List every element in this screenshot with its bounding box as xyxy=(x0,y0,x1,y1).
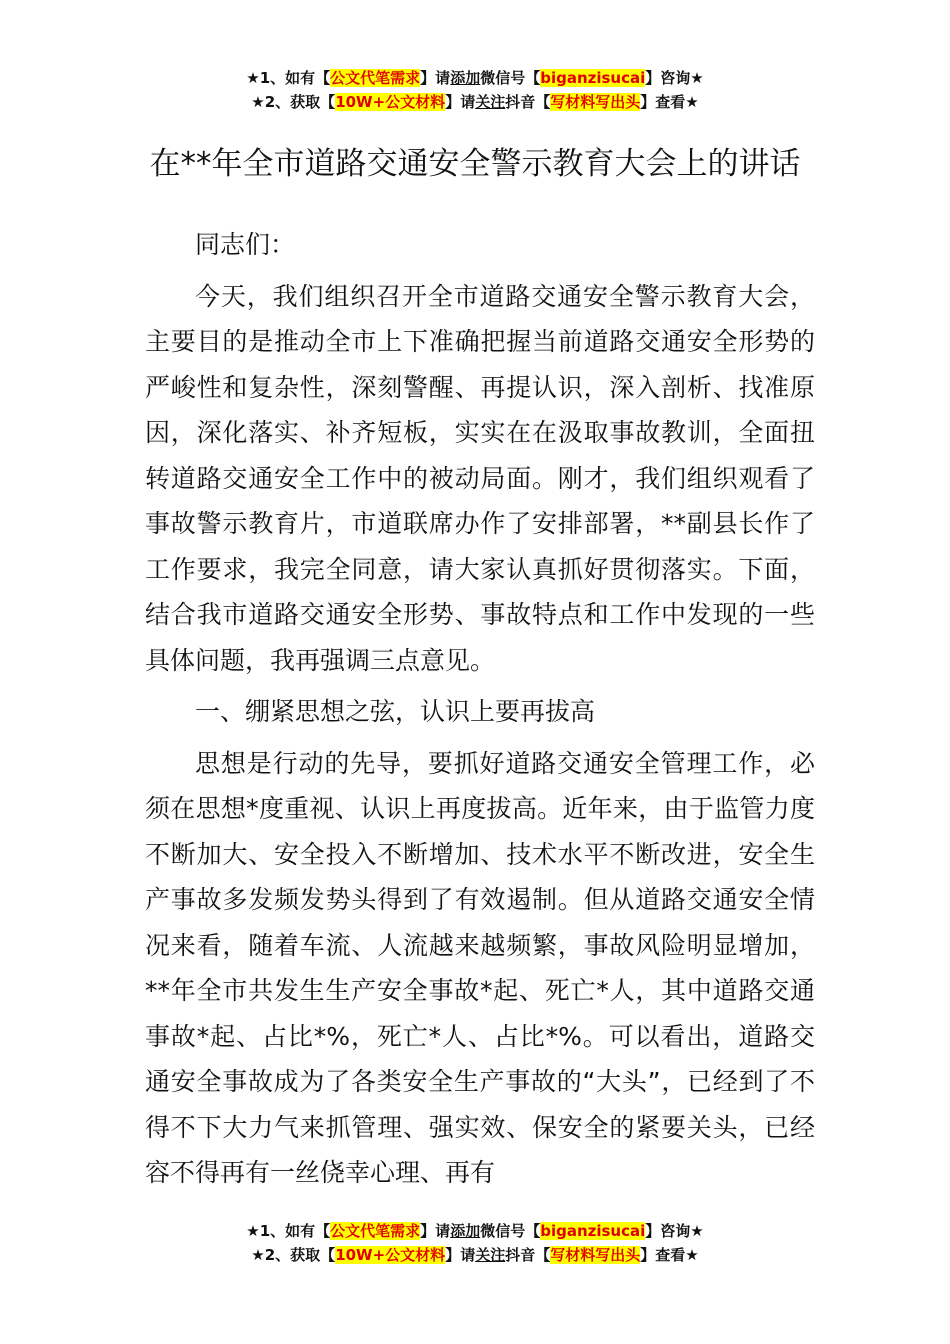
banner-text: 】咨询★ xyxy=(645,69,704,87)
banner-line-2 xyxy=(0,90,950,114)
paragraph: 思想是行动的先导，要抓好道路交通安全管理工作，必须在思想*度重视、认识上再度拔高。近年来，由于监管力度不断加大、安全投入不断增加、技术水平不断改进，安全生产事故多发频发势头得到了有效遏制。但从道路交通安全情况来看，随着车流、人流越来越频繁，事故风险明显增加，**年全市共发生生产安全事故*起、死亡*人，其中道路交通事故*起、占比*%，死亡*人、占比*%。可以看出，道路交通安全事故成为了各类安全生产事故的“大头”，已经到了不得不下大力气来抓管理、强实效、保安全的紧要关头，已经容不得再有一丝侥幸心理、再有 xyxy=(145,748,815,1187)
banner-text: 】请 xyxy=(445,93,476,111)
banner-emphasis: 添加 xyxy=(450,69,481,87)
banner-highlight: 公文代笔需求 xyxy=(330,1222,421,1240)
banner-line-2 xyxy=(0,1243,950,1267)
section-heading: 一、绷紧思想之弦，认识上要再拔高 xyxy=(195,697,596,726)
banner-text: 抖音【 xyxy=(505,93,551,111)
banner-highlight: 公文代笔需求 xyxy=(330,69,421,87)
banner-highlight: 写材料写出头 xyxy=(550,1246,641,1264)
banner-highlight: 写材料写出头 xyxy=(550,93,641,111)
banner-text: 】请 xyxy=(420,1222,451,1240)
greeting: 同志们： xyxy=(195,230,296,259)
banner-text: 微信号【 xyxy=(480,69,541,87)
banner-emphasis: 关注 xyxy=(475,1246,506,1264)
banner-text: 微信号【 xyxy=(480,1222,541,1240)
banner-line-1 xyxy=(0,1219,950,1243)
banner-text: 】咨询★ xyxy=(645,1222,704,1240)
banner-text: ★1、如有【 xyxy=(246,1222,331,1240)
banner-text: 】请 xyxy=(420,69,451,87)
header-banner xyxy=(0,66,950,114)
banner-text: ★1、如有【 xyxy=(246,69,331,87)
banner-emphasis: 添加 xyxy=(450,1222,481,1240)
document-title: 在**年全市道路交通安全警示教育大会上的讲话 xyxy=(149,145,801,182)
banner-text: ★2、获取【 xyxy=(251,1246,336,1264)
paragraph: 今天，我们组织召开全市道路交通安全警示教育大会，主要目的是推动全市上下准确把握当前道路交通安全形势的严峻性和复杂性，深刻警醒、再提认识，深入剖析、找准原因，深化落实、补齐短板，实实在在汲取事故教训，全面扭转道路交通安全工作中的被动局面。刚才，我们组织观看了事故警示教育片，市道联席办作了安排部署，**副县长作了工作要求，我完全同意，请大家认真抓好贯彻落实。下面，结合我市道路交通安全形势、事故特点和工作中发现的一些具体问题，我再强调三点意见。 xyxy=(145,281,815,675)
banner-text: 】查看★ xyxy=(640,93,699,111)
banner-highlight: biganzisucai xyxy=(540,1222,646,1240)
banner-text: ★2、获取【 xyxy=(251,93,336,111)
footer-banner xyxy=(0,1219,950,1267)
banner-text: 】请 xyxy=(445,1246,476,1264)
banner-line-1 xyxy=(0,66,950,90)
banner-highlight: 10W+公文材料 xyxy=(335,93,446,111)
banner-text: 】查看★ xyxy=(640,1246,699,1264)
banner-emphasis: 关注 xyxy=(475,93,506,111)
banner-text: 抖音【 xyxy=(505,1246,551,1264)
banner-highlight: biganzisucai xyxy=(540,69,646,87)
document-body xyxy=(145,222,815,1202)
banner-highlight: 10W+公文材料 xyxy=(335,1246,446,1264)
